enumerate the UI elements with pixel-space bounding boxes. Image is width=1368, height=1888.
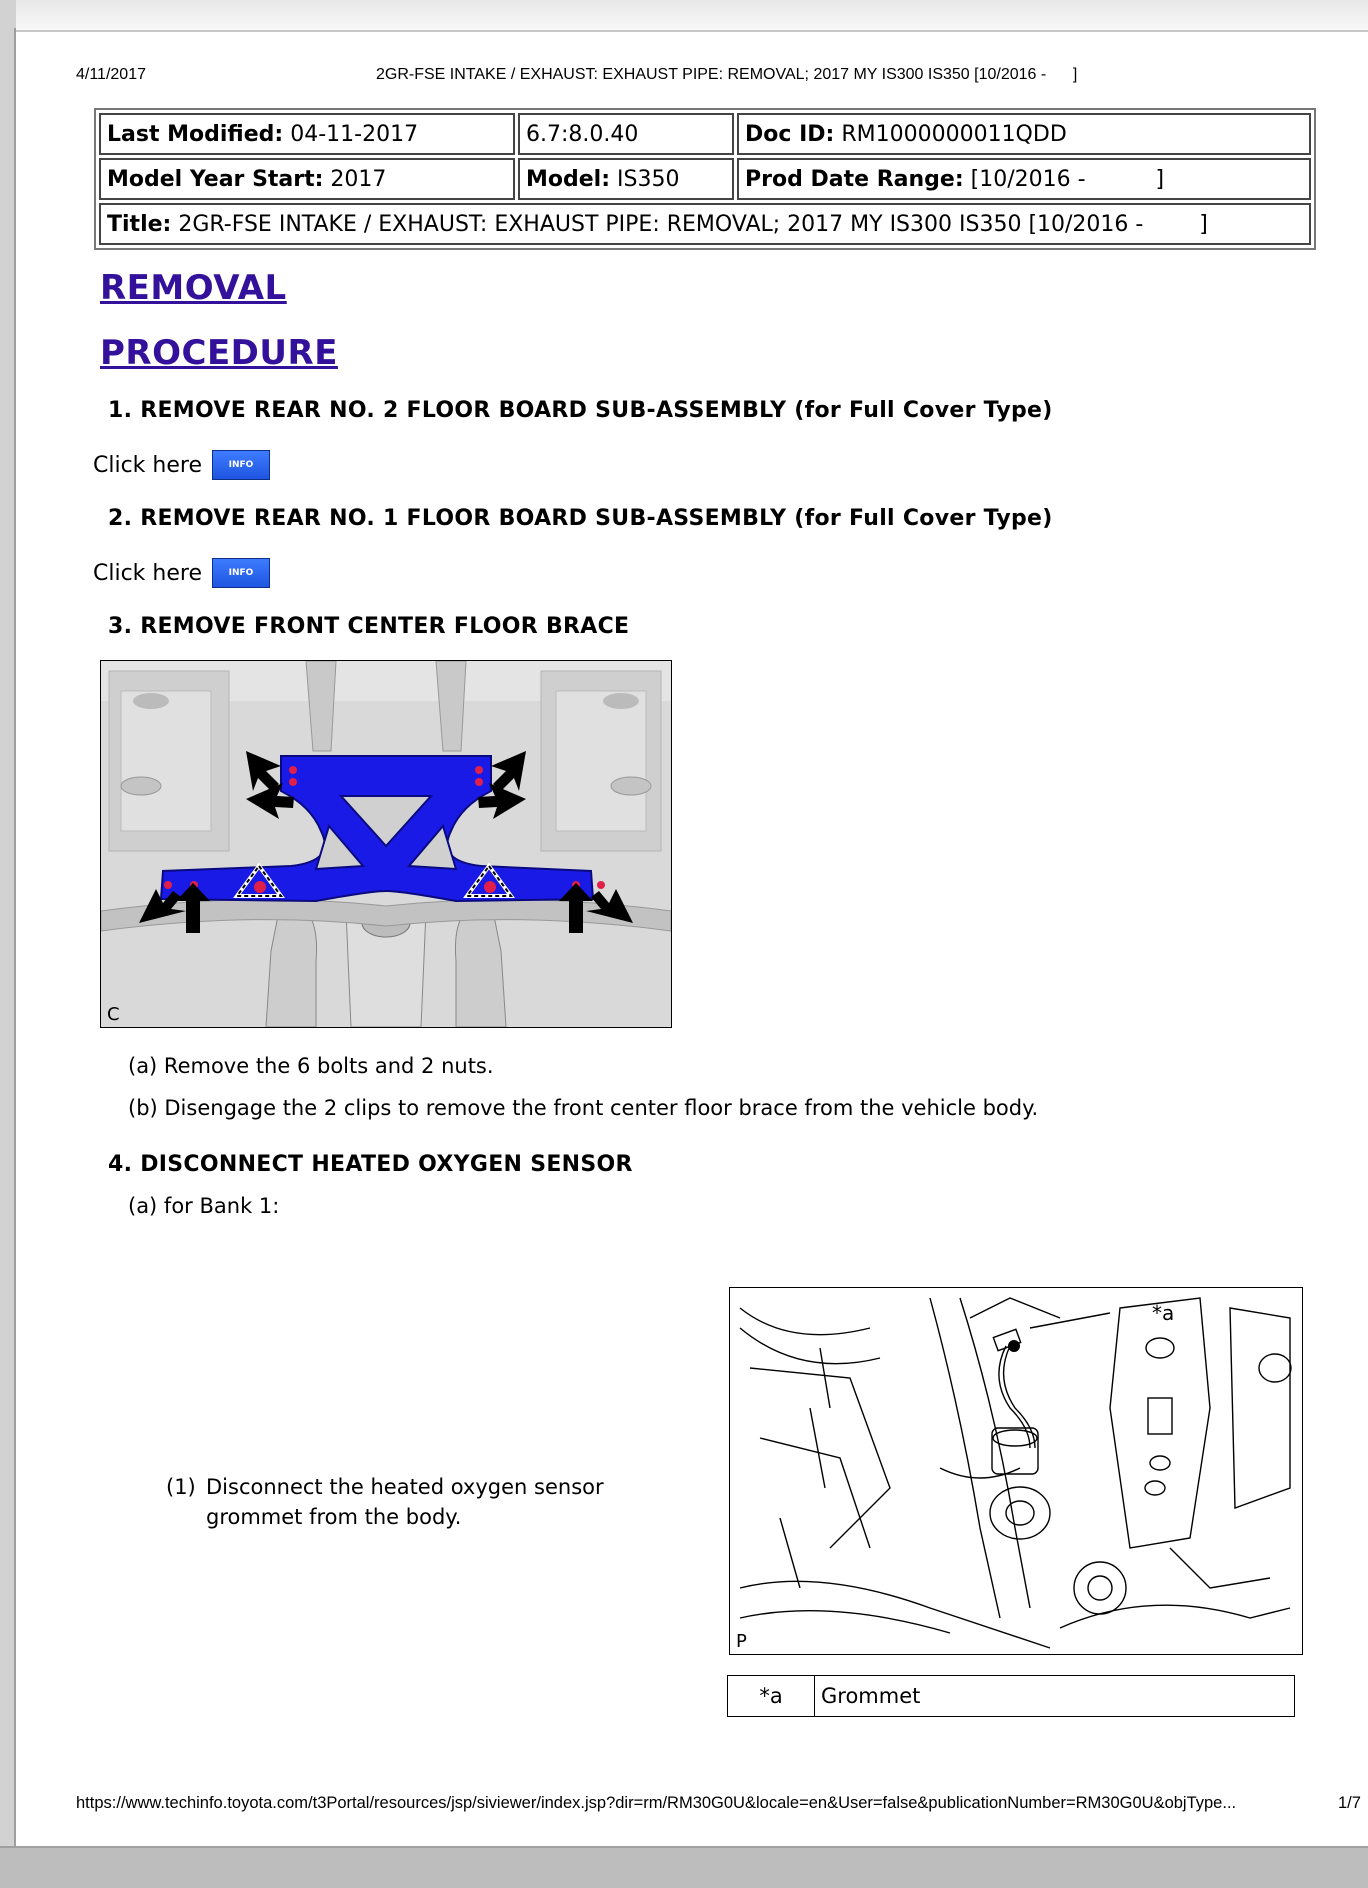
page-edge: [14, 28, 16, 1848]
page-number: 1/7: [1338, 1794, 1361, 1812]
step-4a-1-text: Disconnect the heated oxygen sensor grommet from the body.: [206, 1475, 604, 1529]
step-2-link-row: [93, 558, 270, 588]
click-here-label: Click here: [93, 452, 202, 478]
removal-heading[interactable]: REMOVAL: [100, 268, 287, 308]
meta-model: Model: IS350: [518, 158, 734, 200]
step-2-title: 2. REMOVE REAR NO. 1 FLOOR BOARD SUB-ASSEMBLY (for Full Cover Type): [108, 506, 1053, 531]
print-date: 4/11/2017: [76, 66, 146, 83]
step-3b-text: (b) Disengage the 2 clips to remove the front center floor brace from the vehicle body.: [128, 1096, 1039, 1120]
window-top-frame: [0, 0, 1368, 32]
step-4-title: 4. DISCONNECT HEATED OXYGEN SENSOR: [108, 1152, 633, 1177]
meta-version: 6.7:8.0.40: [518, 113, 734, 155]
step-3-title: 3. REMOVE FRONT CENTER FLOOR BRACE: [108, 614, 630, 639]
click-here-label: Click here: [93, 560, 202, 586]
document-meta-table: [94, 108, 1316, 250]
step-4a-1-number: (1): [166, 1475, 196, 1499]
print-header-title: 2GR-FSE INTAKE / EXHAUST: EXHAUST PIPE: REMOVAL; 2017 MY IS300 IS350 [10/2016 - ]: [376, 66, 1078, 83]
meta-last-modified: Last Modified: 04-11-2017: [99, 113, 515, 155]
meta-model-year: Model Year Start: 2017: [99, 158, 515, 200]
oxygen-sensor-illustration: [729, 1287, 1303, 1655]
oxygen-sensor-diagram: [730, 1288, 1302, 1654]
floor-brace-illustration: [100, 660, 672, 1028]
floor-brace-diagram: [101, 661, 671, 1027]
procedure-heading[interactable]: PROCEDURE: [100, 333, 338, 373]
info-button[interactable]: INFO: [212, 450, 270, 480]
footer-url: https://www.techinfo.toyota.com/t3Portal/resources/jsp/siviewer/index.jsp?dir=rm/RM30G0U&locale=en&User=false&publicationNumber=RM30G0U&objType...: [76, 1794, 1237, 1812]
legend-value: Grommet: [815, 1676, 1295, 1717]
meta-doc-id: Doc ID: RM1000000011QDD: [737, 113, 1311, 155]
step-1-link-row: [93, 450, 270, 480]
figure-letter-c: C: [107, 1004, 120, 1025]
step-3a-text: (a) Remove the 6 bolts and 2 nuts.: [128, 1054, 494, 1078]
callout-legend-table: [727, 1675, 1295, 1717]
window-bottom-frame: [0, 1846, 1368, 1888]
legend-key: *a: [728, 1676, 815, 1717]
info-button[interactable]: INFO: [212, 558, 270, 588]
callout-label: *a: [1152, 1301, 1175, 1325]
meta-title: Title: 2GR-FSE INTAKE / EXHAUST: EXHAUST PIPE: REMOVAL; 2017 MY IS300 IS350 [10/2016 - ]: [99, 203, 1311, 245]
step-4a-1: [166, 1472, 706, 1532]
meta-prod-date: Prod Date Range: [10/2016 - ]: [737, 158, 1311, 200]
step-4a-text: (a) for Bank 1:: [128, 1194, 280, 1218]
step-1-title: 1. REMOVE REAR NO. 2 FLOOR BOARD SUB-ASSEMBLY (for Full Cover Type): [108, 398, 1053, 423]
figure-letter-p: P: [736, 1631, 747, 1652]
